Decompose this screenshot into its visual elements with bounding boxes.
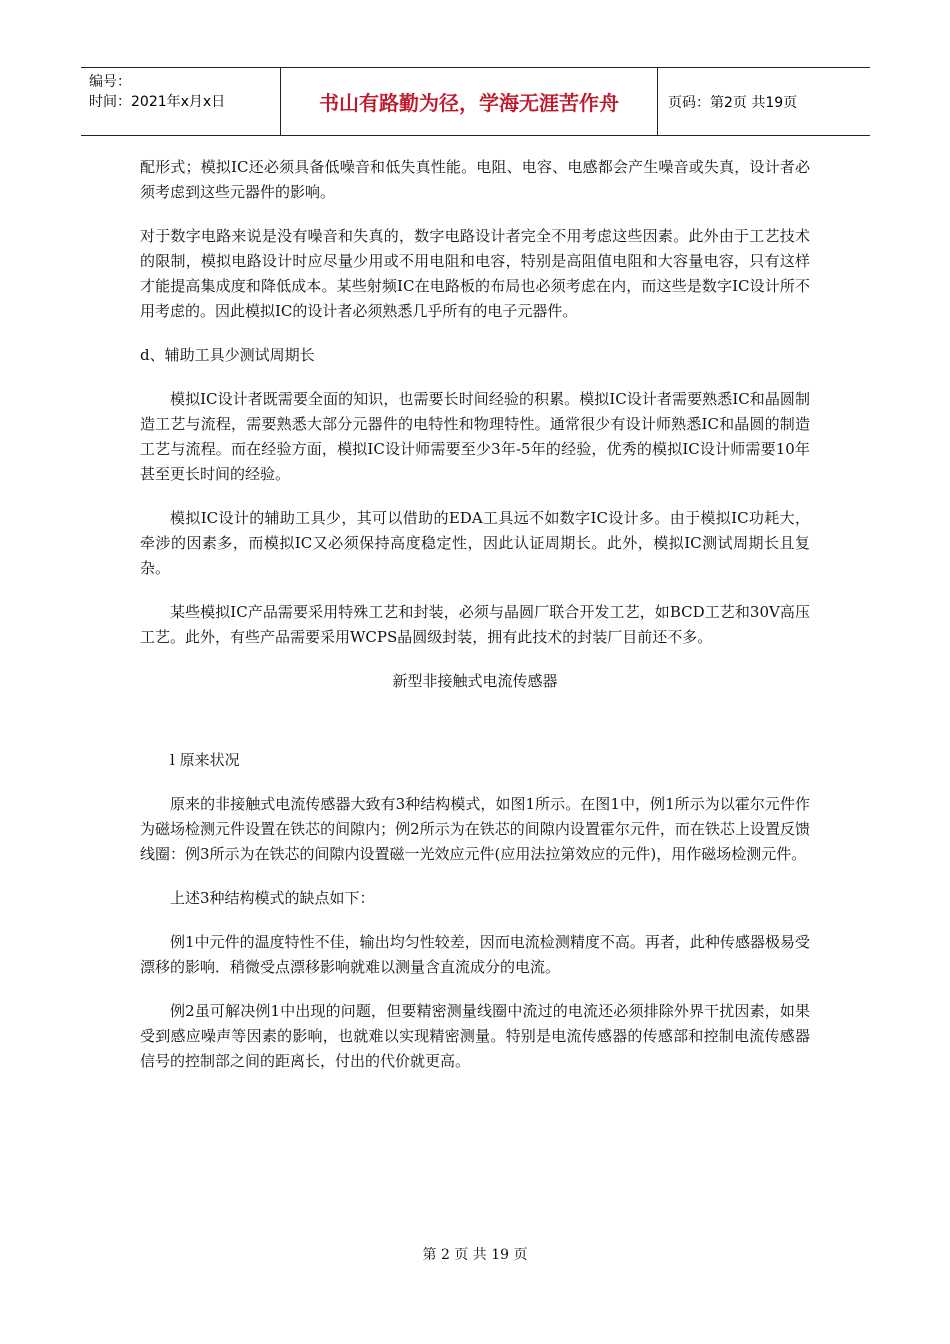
- paragraph: 模拟IC设计的辅助工具少，其可以借助的EDA工具远不如数字IC设计多。由于模拟IC功耗大，牵涉的因素多，而模拟IC又必须保持高度稳定性，因此认证周期长。此外，模拟IC测试周期长且复杂。: [140, 509, 810, 577]
- paragraph: 例2虽可解决例1中出现的问题，但要精密测量线圈中流过的电流还必须排除外界干扰因素，如果受到感应噪声等因素的影响，也就难以实现精密测量。特别是电流传感器的传感部和控制电流传感器信号的控制部之间的距离长，付出的代价就更高。: [140, 1002, 810, 1070]
- document-time-label: 时间：2021年x月x日: [89, 94, 226, 110]
- spacer: [140, 713, 810, 748]
- header-motto: 书山有路勤为径，学海无涯苦作舟: [281, 68, 658, 135]
- page-footer: 第 2 页 共 19 页: [422, 1247, 528, 1263]
- article-title: 新型非接触式电流传感器: [392, 672, 558, 690]
- paragraph: 对于数字电路来说是没有噪音和失真的，数字电路设计者完全不用考虑这些因素。此外由于工艺技术的限制，模拟电路设计时应尽量少用或不用电阻和电容，特别是高阻值电阻和大容量电容，只有这样才能提高集成度和降低成本。某些射频IC在电路板的布局也必须考虑在内，而这些是数字IC设计所不用考虑的。因此模拟IC的设计者必须熟悉几乎所有的电子元器件。: [140, 227, 810, 320]
- paragraph: 原来的非接触式电流传感器大致有3种结构模式，如图1所示。在图1中，例1所示为以霍尔元件作为磁场检测元件设置在铁芯的间隙内；例2所示为在铁芯的间隙内设置霍尔元件，而在铁芯上设置反馈线圈：例3所示为在铁芯的间隙内设置磁一光效应元件(应用法拉第效应的元件)，用作磁场检测元件。: [140, 795, 810, 863]
- document-number-label: 编号：: [89, 74, 131, 90]
- header-meta: [81, 68, 281, 135]
- section-heading: d、辅助工具少测试周期长: [140, 346, 315, 364]
- paragraph: 例1中元件的温度特性不佳，输出均匀性较差，因而电流检测精度不高。再者，此种传感器极易受漂移的影响．稍微受点漂移影响就难以测量含直流成分的电流。: [140, 933, 810, 976]
- document-body: [140, 155, 810, 1093]
- paragraph: 上述3种结构模式的缺点如下：: [170, 889, 375, 907]
- paragraph: 某些模拟IC产品需要采用特殊工艺和封装，必须与晶圆厂联合开发工艺，如BCD工艺和30V高压工艺。此外，有些产品需要采用WCPS晶圆级封装，拥有此技术的封装厂目前还不多。: [140, 603, 810, 646]
- section-heading: l 原来状况: [170, 751, 240, 769]
- header-page-info: 页码：第2页 共19页: [668, 94, 798, 111]
- paragraph: 配形式；模拟IC还必须具备低噪音和低失真性能。电阻、电容、电感都会产生噪音或失真，设计者必须考虑到这些元器件的影响。: [140, 158, 810, 201]
- paragraph: 模拟IC设计者既需要全面的知识，也需要长时间经验的积累。模拟IC设计者需要熟悉IC和晶圆制造工艺与流程，需要熟悉大部分元器件的电特性和物理特性。通常很少有设计师熟悉IC和晶圆的制造工艺与流程。而在经验方面，模拟IC设计师需要至少3年-5年的经验，优秀的模拟IC设计师需要10年甚至更长时间的经验。: [140, 390, 810, 483]
- page-header: [81, 67, 870, 136]
